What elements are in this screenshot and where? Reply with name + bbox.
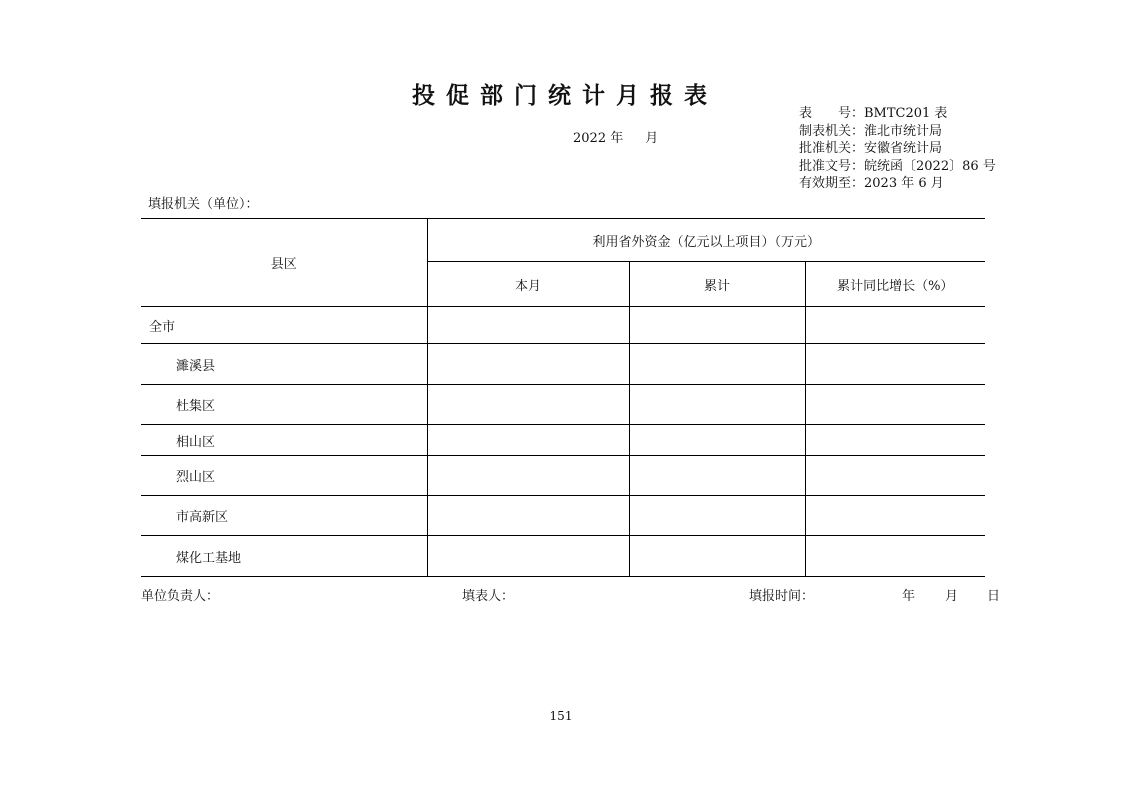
table-row xyxy=(141,456,985,496)
page-number: 151 xyxy=(549,709,573,723)
meta-approval-document: 批准文号：皖统函〔2022〕86 号 xyxy=(799,158,996,174)
row-label: 相山区 xyxy=(141,425,427,456)
cell-cumulative[interactable] xyxy=(629,344,805,385)
table-row xyxy=(141,385,985,425)
meta-issuing-authority: 制表机关：淮北市统计局 xyxy=(799,123,943,139)
meta-form-number: 表 号：BMTC201 表 xyxy=(799,106,948,121)
table-row xyxy=(141,307,985,344)
cell-yoy-growth[interactable] xyxy=(805,425,985,456)
table-row xyxy=(141,536,985,577)
cell-cumulative[interactable] xyxy=(629,456,805,496)
cell-yoy-growth[interactable] xyxy=(805,307,985,344)
row-label: 烈山区 xyxy=(141,456,427,496)
cell-current-month[interactable] xyxy=(427,307,629,344)
filler-label: 填表人： xyxy=(462,589,515,604)
row-label: 濉溪县 xyxy=(141,344,427,385)
cell-cumulative[interactable] xyxy=(629,385,805,425)
cell-cumulative[interactable] xyxy=(629,425,805,456)
table-row xyxy=(141,344,985,385)
row-label: 杜集区 xyxy=(141,385,427,425)
report-table xyxy=(141,218,985,577)
meta-valid-until: 有效期至：2023 年 6 月 xyxy=(799,176,944,191)
report-period xyxy=(573,127,658,146)
row-label: 煤化工基地 xyxy=(141,536,427,577)
cell-current-month[interactable] xyxy=(427,496,629,536)
cell-cumulative[interactable] xyxy=(629,496,805,536)
cell-cumulative[interactable] xyxy=(629,307,805,344)
cell-yoy-growth[interactable] xyxy=(805,385,985,425)
table-header-row xyxy=(141,219,985,262)
header-region: 县区 xyxy=(141,219,427,307)
cell-yoy-growth[interactable] xyxy=(805,344,985,385)
row-label: 市高新区 xyxy=(141,496,427,536)
header-cumulative-yoy-growth: 累计同比增长（%） xyxy=(805,262,985,307)
fill-year-label: 年 xyxy=(902,589,916,604)
fill-time-label: 填报时间： xyxy=(749,589,815,604)
cell-current-month[interactable] xyxy=(427,344,629,385)
cell-yoy-growth[interactable] xyxy=(805,536,985,577)
period-month: 月 xyxy=(645,131,659,146)
meta-approving-authority: 批准机关：安徽省统计局 xyxy=(799,141,943,156)
responsible-person-label: 单位负责人： xyxy=(141,589,220,604)
cell-current-month[interactable] xyxy=(427,536,629,577)
filing-unit-label: 填报机关（单位）： xyxy=(148,197,259,212)
form-metadata xyxy=(799,105,996,193)
cell-current-month[interactable] xyxy=(427,425,629,456)
table-row xyxy=(141,425,985,456)
cell-yoy-growth[interactable] xyxy=(805,496,985,536)
header-out-of-province-funds: 利用省外资金（亿元以上项目）（万元） xyxy=(427,219,985,262)
period-year: 2022 年 xyxy=(573,131,624,146)
table-row xyxy=(141,496,985,536)
report-title: 投促部门统计月报表 xyxy=(412,83,718,109)
cell-cumulative[interactable] xyxy=(629,536,805,577)
fill-day-label: 日 xyxy=(987,589,1001,604)
cell-current-month[interactable] xyxy=(427,456,629,496)
fill-month-label: 月 xyxy=(945,589,959,604)
cell-yoy-growth[interactable] xyxy=(805,456,985,496)
header-cumulative: 累计 xyxy=(629,262,805,307)
header-current-month: 本月 xyxy=(427,262,629,307)
cell-current-month[interactable] xyxy=(427,385,629,425)
row-label: 全市 xyxy=(141,307,427,344)
